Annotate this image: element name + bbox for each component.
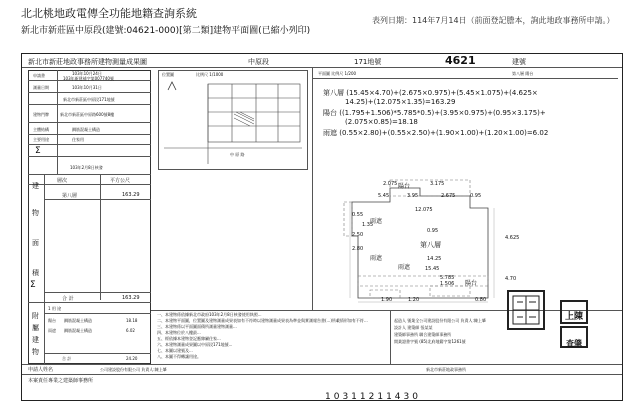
floor-plan-header-left: 平面圖 比例尺 1/200 <box>318 71 357 76</box>
note-4: 四、本建物位於八樓最... <box>157 330 201 335</box>
row-value-application-no: 103年新建補字第007740號 <box>63 76 114 81</box>
row-value-survey-date: 103年10月31日 <box>72 85 102 90</box>
row-value-application-date: 103年10月24日 <box>72 71 102 76</box>
row-label-survey-date: 測量日期 <box>33 85 49 90</box>
attached-header: 1 用 途 <box>48 306 62 311</box>
dim-1506: 1.506 <box>440 281 455 287</box>
dim-470: 4.70 <box>505 276 517 282</box>
floor-row-label: 第八層 <box>62 193 78 199</box>
office-title: 新北市新莊地政事務所建物測量成果圖 <box>28 58 147 66</box>
dim-190: 1.90 <box>381 297 393 303</box>
lot-label: 171地號 <box>354 58 382 66</box>
dim-055: 0.55 <box>352 212 364 218</box>
agent-info-2: 設計人 建築師 張某某 <box>394 325 433 330</box>
dim-135: 1.35 <box>362 222 374 228</box>
dim-280: 2.80 <box>352 246 364 252</box>
dim-080: 0.80 <box>475 297 487 303</box>
dim-545: 5.45 <box>378 193 390 199</box>
site-plan-scale: 比例尺 1/1000 <box>196 72 224 77</box>
attached-side-2: 屬 <box>32 324 39 332</box>
side-label-1: 建 <box>32 182 39 190</box>
attached-side-4: 物 <box>32 348 39 356</box>
print-info: 表列日期：114年7月14日（前面登記謄本，詢此地政事務所申請。） <box>372 16 615 25</box>
row-label-address: 建物門牌 <box>33 112 49 117</box>
side-label-2: 物 <box>32 209 39 217</box>
attached-side-3: 建 <box>32 336 39 344</box>
formula-line-2: 14.25)+(12.075×1.35)=163.29 <box>345 98 456 106</box>
dim-3175: 3.175 <box>430 181 445 187</box>
dim-095: 0.95 <box>470 193 482 199</box>
dim-4625: 4.625 <box>505 235 520 241</box>
awning-label-2: 雨遮 <box>370 255 383 262</box>
note-8: 八、本圖不得轉讓用途。 <box>157 354 201 359</box>
dim-5785: 5.785 <box>440 275 455 281</box>
floor-row-area: 163.29 <box>122 192 140 198</box>
floor-plan-header-right: 第八層 陽台 <box>512 71 534 76</box>
side-label-3: 面 <box>32 239 39 247</box>
dim-12075: 12.075 <box>415 207 433 213</box>
bracket-mark-2: Σ <box>30 280 36 290</box>
site-plan-title: 位置圖 <box>162 72 174 77</box>
dim-1425: 14.25 <box>427 256 442 262</box>
row-value-permit: 103年2月8日核發 <box>70 165 103 170</box>
attached-side-1: 附 <box>32 312 39 320</box>
row-value-lot: 新北市新莊區中原段171地號 <box>63 97 115 102</box>
note-1: 一、本建物係依據新北市政府103年2月8日核發使用執照... <box>157 312 262 317</box>
dim-balcony-label: 陽台 <box>398 183 411 190</box>
applicant-value: 公司建設股份有限公司 負責人:陳上肇 <box>100 367 167 372</box>
formula-line-5: 雨遮 (0.55×2.80)+(0.55×2.50)+(1.90×1.00)+(1.20×1.00)=6.02 <box>323 129 549 137</box>
dim-095-b: 0.95 <box>427 228 439 234</box>
seal-zhao: 查肇 <box>560 326 588 348</box>
agent-info-1: 起造人 號業全公司建設股份有限公司 負責人:陳上肇 <box>394 318 486 323</box>
floor-label-drawing: 第八層 <box>420 241 441 249</box>
building-label: 建號 <box>512 58 526 66</box>
note-5: 五、經依據本建物登記應隸屬住家... <box>157 336 221 341</box>
awning-label-3: 雨遮 <box>398 264 411 271</box>
office-footer: 新北市新莊地政事務所 <box>426 367 466 372</box>
dim-250: 2.50 <box>352 232 364 238</box>
row-label-application: 申請書 <box>33 73 45 78</box>
dim-2675: 2.675 <box>441 193 456 199</box>
surveyor-label: 本案責任專業之建築師事務所 <box>28 378 94 384</box>
building-number: 4621 <box>445 54 476 67</box>
system-title: 北北桃地政電傳全功能地籍查詢系統 <box>21 7 197 20</box>
side-label-4: 積 <box>32 269 39 277</box>
row-label-usage: 主要用途 <box>33 137 49 142</box>
dim-2075: 2.075 <box>383 181 398 187</box>
total-area: 163.29 <box>122 295 140 301</box>
bracket-mark: Σ <box>35 146 41 156</box>
note-7: 七、本圖以建號及... <box>157 348 193 353</box>
official-seal <box>507 290 545 330</box>
section-name: 中原段 <box>248 58 269 66</box>
dim-120: 1.20 <box>408 297 420 303</box>
document-number: 10311211430 <box>325 392 421 402</box>
formula-line-1: 第八層 (15.45×4.70)+(2.675×0.975)+(5.45×1.075)+(4.625× <box>323 89 538 97</box>
formula-line-4: (2.075×0.85)=18.18 <box>345 118 418 126</box>
site-road-label: 中 原 路 <box>230 152 245 157</box>
note-3: 三、本建物係以平面圖面積所測量建物測量... <box>157 324 237 329</box>
note-2: 二、本建物平面圖，位置圖及建物測量成果表如有不符時以建物測量成果表為準並與實測報告書(...)所載情形如有不符... <box>157 318 368 323</box>
formula-line-3: 陽台 ((1.795+1.506)*5.785*0.5)+(3.95×0.975)+(0.95×3.175)+ <box>323 109 546 117</box>
attached-total: 24.20 <box>126 356 138 361</box>
total-label: 合 計 <box>62 296 74 302</box>
attached-desc-2: 鋼筋混凝土構造 <box>64 328 92 333</box>
dim-1545: 15.45 <box>425 266 440 272</box>
row-label-structure: 主體結構 <box>33 127 49 132</box>
attached-area-1: 18.18 <box>126 318 138 323</box>
agent-info-3: 建築師事務所 聯合建築師事務所 <box>394 332 452 337</box>
note-6: 六、本建物測量成果圖以中原段171地號... <box>157 342 233 347</box>
awning-label-1: 雨遮 <box>370 218 383 225</box>
row-value-structure: 鋼筋混凝土構造 <box>72 127 100 132</box>
row-value-usage: 住家用 <box>72 137 84 142</box>
balcony-label-2: 陽台 <box>465 280 478 287</box>
attached-use-1: 陽台 <box>48 318 56 323</box>
seal-chen: 上陳 <box>560 300 588 324</box>
attached-desc-1: 鋼筋混凝土構造 <box>64 318 92 323</box>
document-subtitle: 新北市新莊區中原段(建號:04621-000)[第二類]建物平面圖(已縮小列印) <box>21 26 311 36</box>
agent-info-4: 開業證書字號 (85)北府地籍字第1261號 <box>394 339 466 344</box>
area-header-floor: 層次 <box>57 178 68 184</box>
applicant-label: 申請人姓名 <box>28 367 54 373</box>
area-header-sqm: 平方公尺 <box>110 178 131 184</box>
attached-area-2: 6.02 <box>126 328 135 333</box>
row-value-address: 新北市新莊區中原路600號8樓 <box>60 112 115 117</box>
attached-total-label: 合 計 <box>62 356 72 361</box>
attached-use-2: 雨遮 <box>48 328 56 333</box>
dim-395: 3.95 <box>407 193 419 199</box>
